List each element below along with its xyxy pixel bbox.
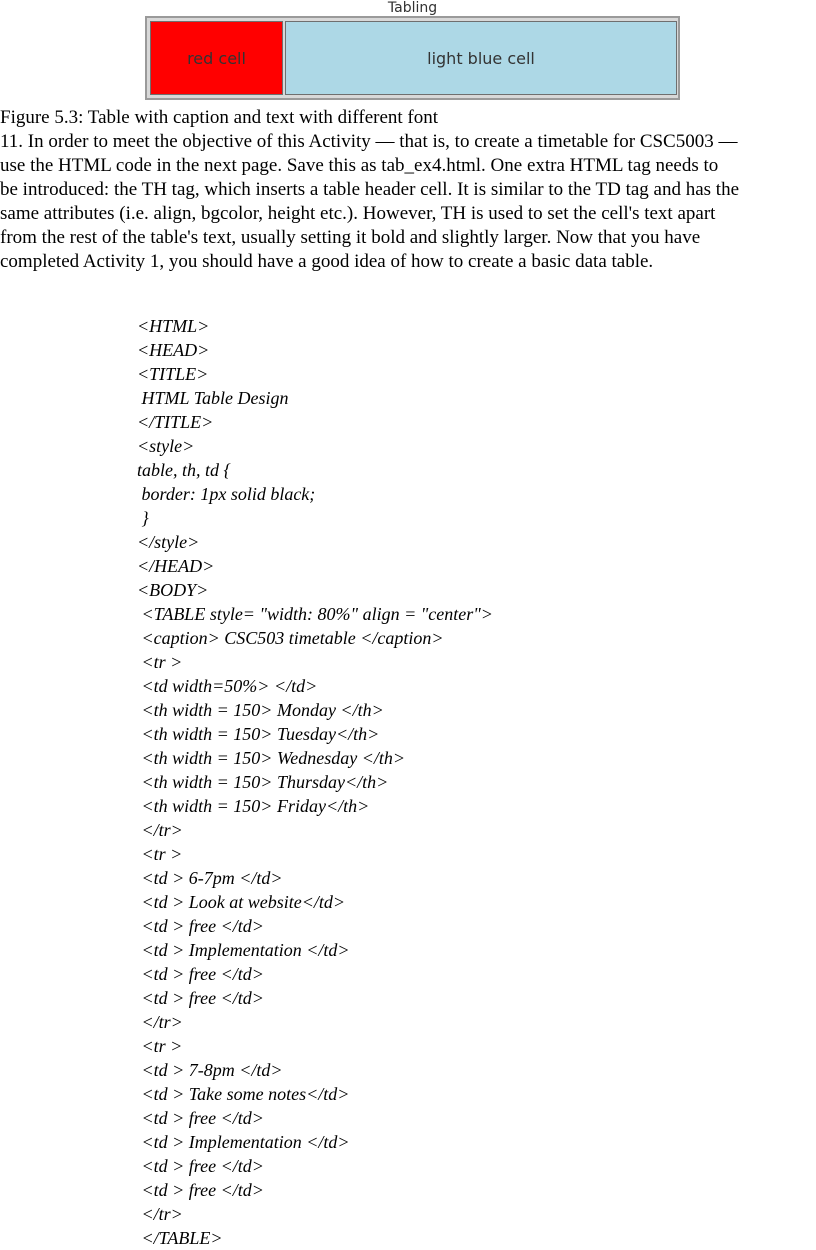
- light-blue-cell: light blue cell: [285, 21, 677, 95]
- paragraph-line: from the rest of the table's text, usually setting it bold and slightly larger. Now that you have: [0, 227, 701, 248]
- paragraph-line: use the HTML code in the next page. Save this as tab_ex4.html. One extra HTML tag needs to: [0, 155, 719, 176]
- code-listing: [137, 314, 493, 1250]
- code-line: HTML Table Design: [137, 388, 289, 408]
- code-line: <BODY>: [137, 580, 209, 600]
- code-line: }: [137, 508, 149, 528]
- code-line: <th width = 150> Thursday</th>: [137, 772, 389, 792]
- code-line: <tr >: [137, 844, 183, 864]
- paragraph-line: be introduced: the TH tag, which inserts a table header cell. It is similar to the TD tag and has the: [0, 179, 740, 200]
- paragraph-line: same attributes (i.e. align, bgcolor, height etc.). However, TH is used to set the cell's text apart: [0, 203, 716, 224]
- red-cell: red cell: [150, 21, 283, 95]
- code-line: <TABLE style= "width: 80%" align = "center">: [137, 604, 493, 624]
- code-line: <TITLE>: [137, 364, 209, 384]
- code-line: <td > 7-8pm </td>: [137, 1060, 283, 1080]
- code-line: </tr>: [137, 1012, 183, 1032]
- code-line: <HTML>: [137, 316, 210, 336]
- figure-table-example: [145, 0, 680, 100]
- code-line: <td > free </td>: [137, 964, 264, 984]
- figure-label: Figure 5.3: Table with caption and text with different font: [0, 107, 439, 128]
- figure-table-frame: [145, 16, 680, 100]
- code-line: <style>: [137, 436, 195, 456]
- code-line: <td > Look at website</td>: [137, 892, 346, 912]
- code-line: <td > Implementation </td>: [137, 940, 350, 960]
- code-line: </TABLE>: [137, 1228, 223, 1248]
- code-line: <tr >: [137, 652, 183, 672]
- paragraph-line: 11. In order to meet the objective of this Activity — that is, to create a timetable for CSC5003 —: [0, 131, 738, 152]
- code-line: <td > Take some notes</td>: [137, 1084, 350, 1104]
- code-line: <td width=50%> </td>: [137, 676, 318, 696]
- code-line: <th width = 150> Wednesday </th>: [137, 748, 406, 768]
- code-line: <td > 6-7pm </td>: [137, 868, 283, 888]
- code-line: <td > free </td>: [137, 916, 264, 936]
- figure-table-caption: Tabling: [387, 0, 438, 16]
- code-line: <td > free </td>: [137, 1180, 264, 1200]
- code-line: <HEAD>: [137, 340, 210, 360]
- code-line: <td > free </td>: [137, 1108, 264, 1128]
- code-line: </tr>: [137, 820, 183, 840]
- code-line: <th width = 150> Tuesday</th>: [137, 724, 380, 744]
- instruction-paragraph: [0, 130, 816, 274]
- code-line: <th width = 150> Friday</th>: [137, 796, 370, 816]
- code-line: <th width = 150> Monday </th>: [137, 700, 384, 720]
- code-line: <tr >: [137, 1036, 183, 1056]
- code-line: </tr>: [137, 1204, 183, 1224]
- code-line: <td > free </td>: [137, 988, 264, 1008]
- code-line: <caption> CSC503 timetable </caption>: [137, 628, 444, 648]
- code-line: table, th, td {: [137, 460, 231, 480]
- code-line: <td > Implementation </td>: [137, 1132, 350, 1152]
- code-line: </style>: [137, 532, 200, 552]
- code-line: </TITLE>: [137, 412, 214, 432]
- code-line: border: 1px solid black;: [137, 484, 316, 504]
- code-line: <td > free </td>: [137, 1156, 264, 1176]
- code-line: </HEAD>: [137, 556, 215, 576]
- paragraph-line: completed Activity 1, you should have a good idea of how to create a basic data table.: [0, 251, 654, 272]
